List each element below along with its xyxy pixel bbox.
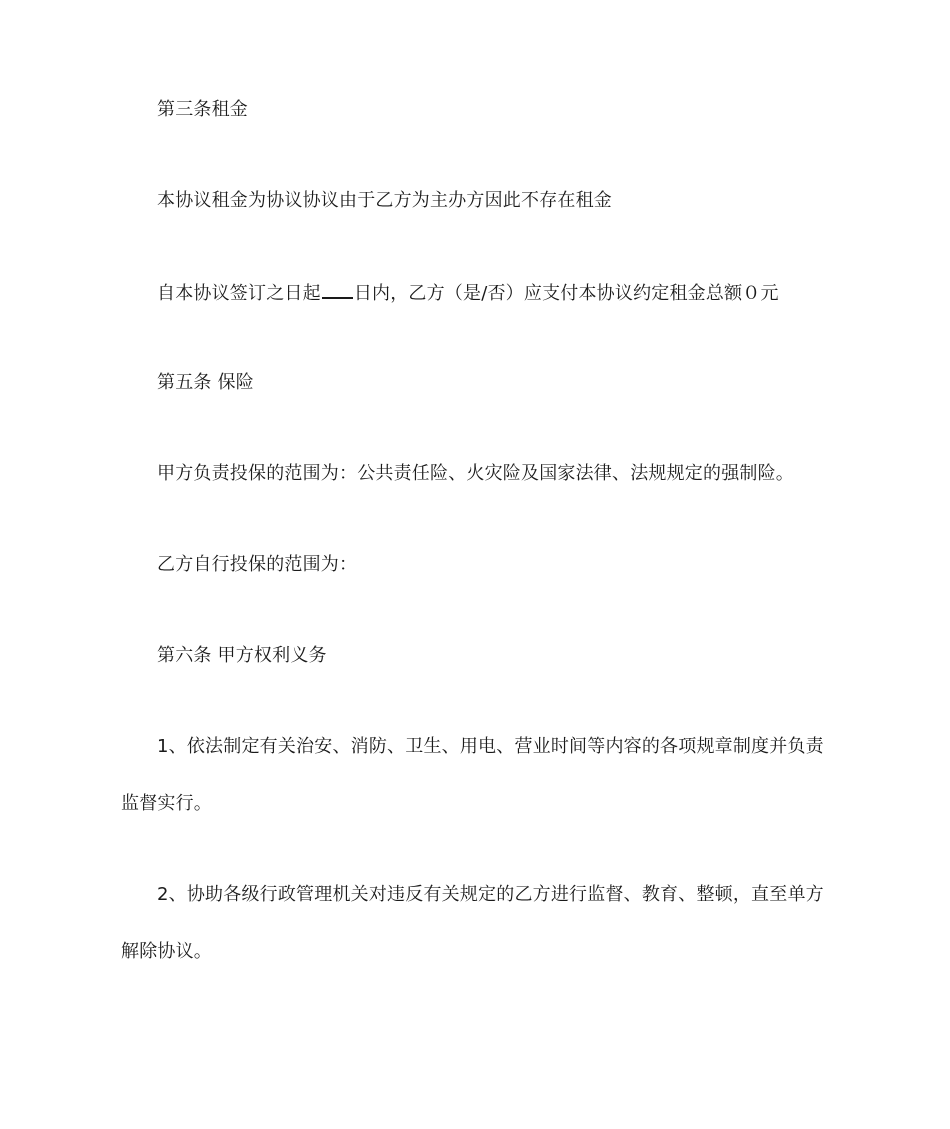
payment-clause-start: 自本协议签订之日起 — [157, 283, 321, 304]
party-a-insurance-scope: 甲方负责投保的范围为：公共责任险、火灾险及国家法律、法规规定的强制险。 — [157, 463, 794, 484]
party-b-insurance-scope: 乙方自行投保的范围为： — [157, 554, 358, 575]
item-1-line-1: 1、依法制定有关治安、消防、卫生、用电、营业时间等内容的各项规章制度并负责 — [157, 736, 824, 757]
article-6-heading: 第六条 甲方权利义务 — [157, 645, 327, 666]
payment-clause-end: 日内，乙方（是/否）应支付本协议约定租金总额０元 — [353, 283, 779, 304]
article-5-heading: 第五条 保险 — [157, 372, 254, 393]
payment-clause — [157, 280, 877, 306]
article-3-heading: 第三条租金 — [157, 99, 248, 120]
item-2-line-1: 2、协助各级行政管理机关对违反有关规定的乙方进行监督、教育、整顿，直至单方 — [157, 884, 824, 905]
item-1-line-2: 监督实行。 — [121, 793, 212, 814]
rent-statement: 本协议租金为协议协议由于乙方为主办方因此不存在租金 — [157, 190, 612, 211]
item-2-line-2: 解除协议。 — [121, 941, 212, 962]
fill-in-blank — [322, 280, 353, 299]
